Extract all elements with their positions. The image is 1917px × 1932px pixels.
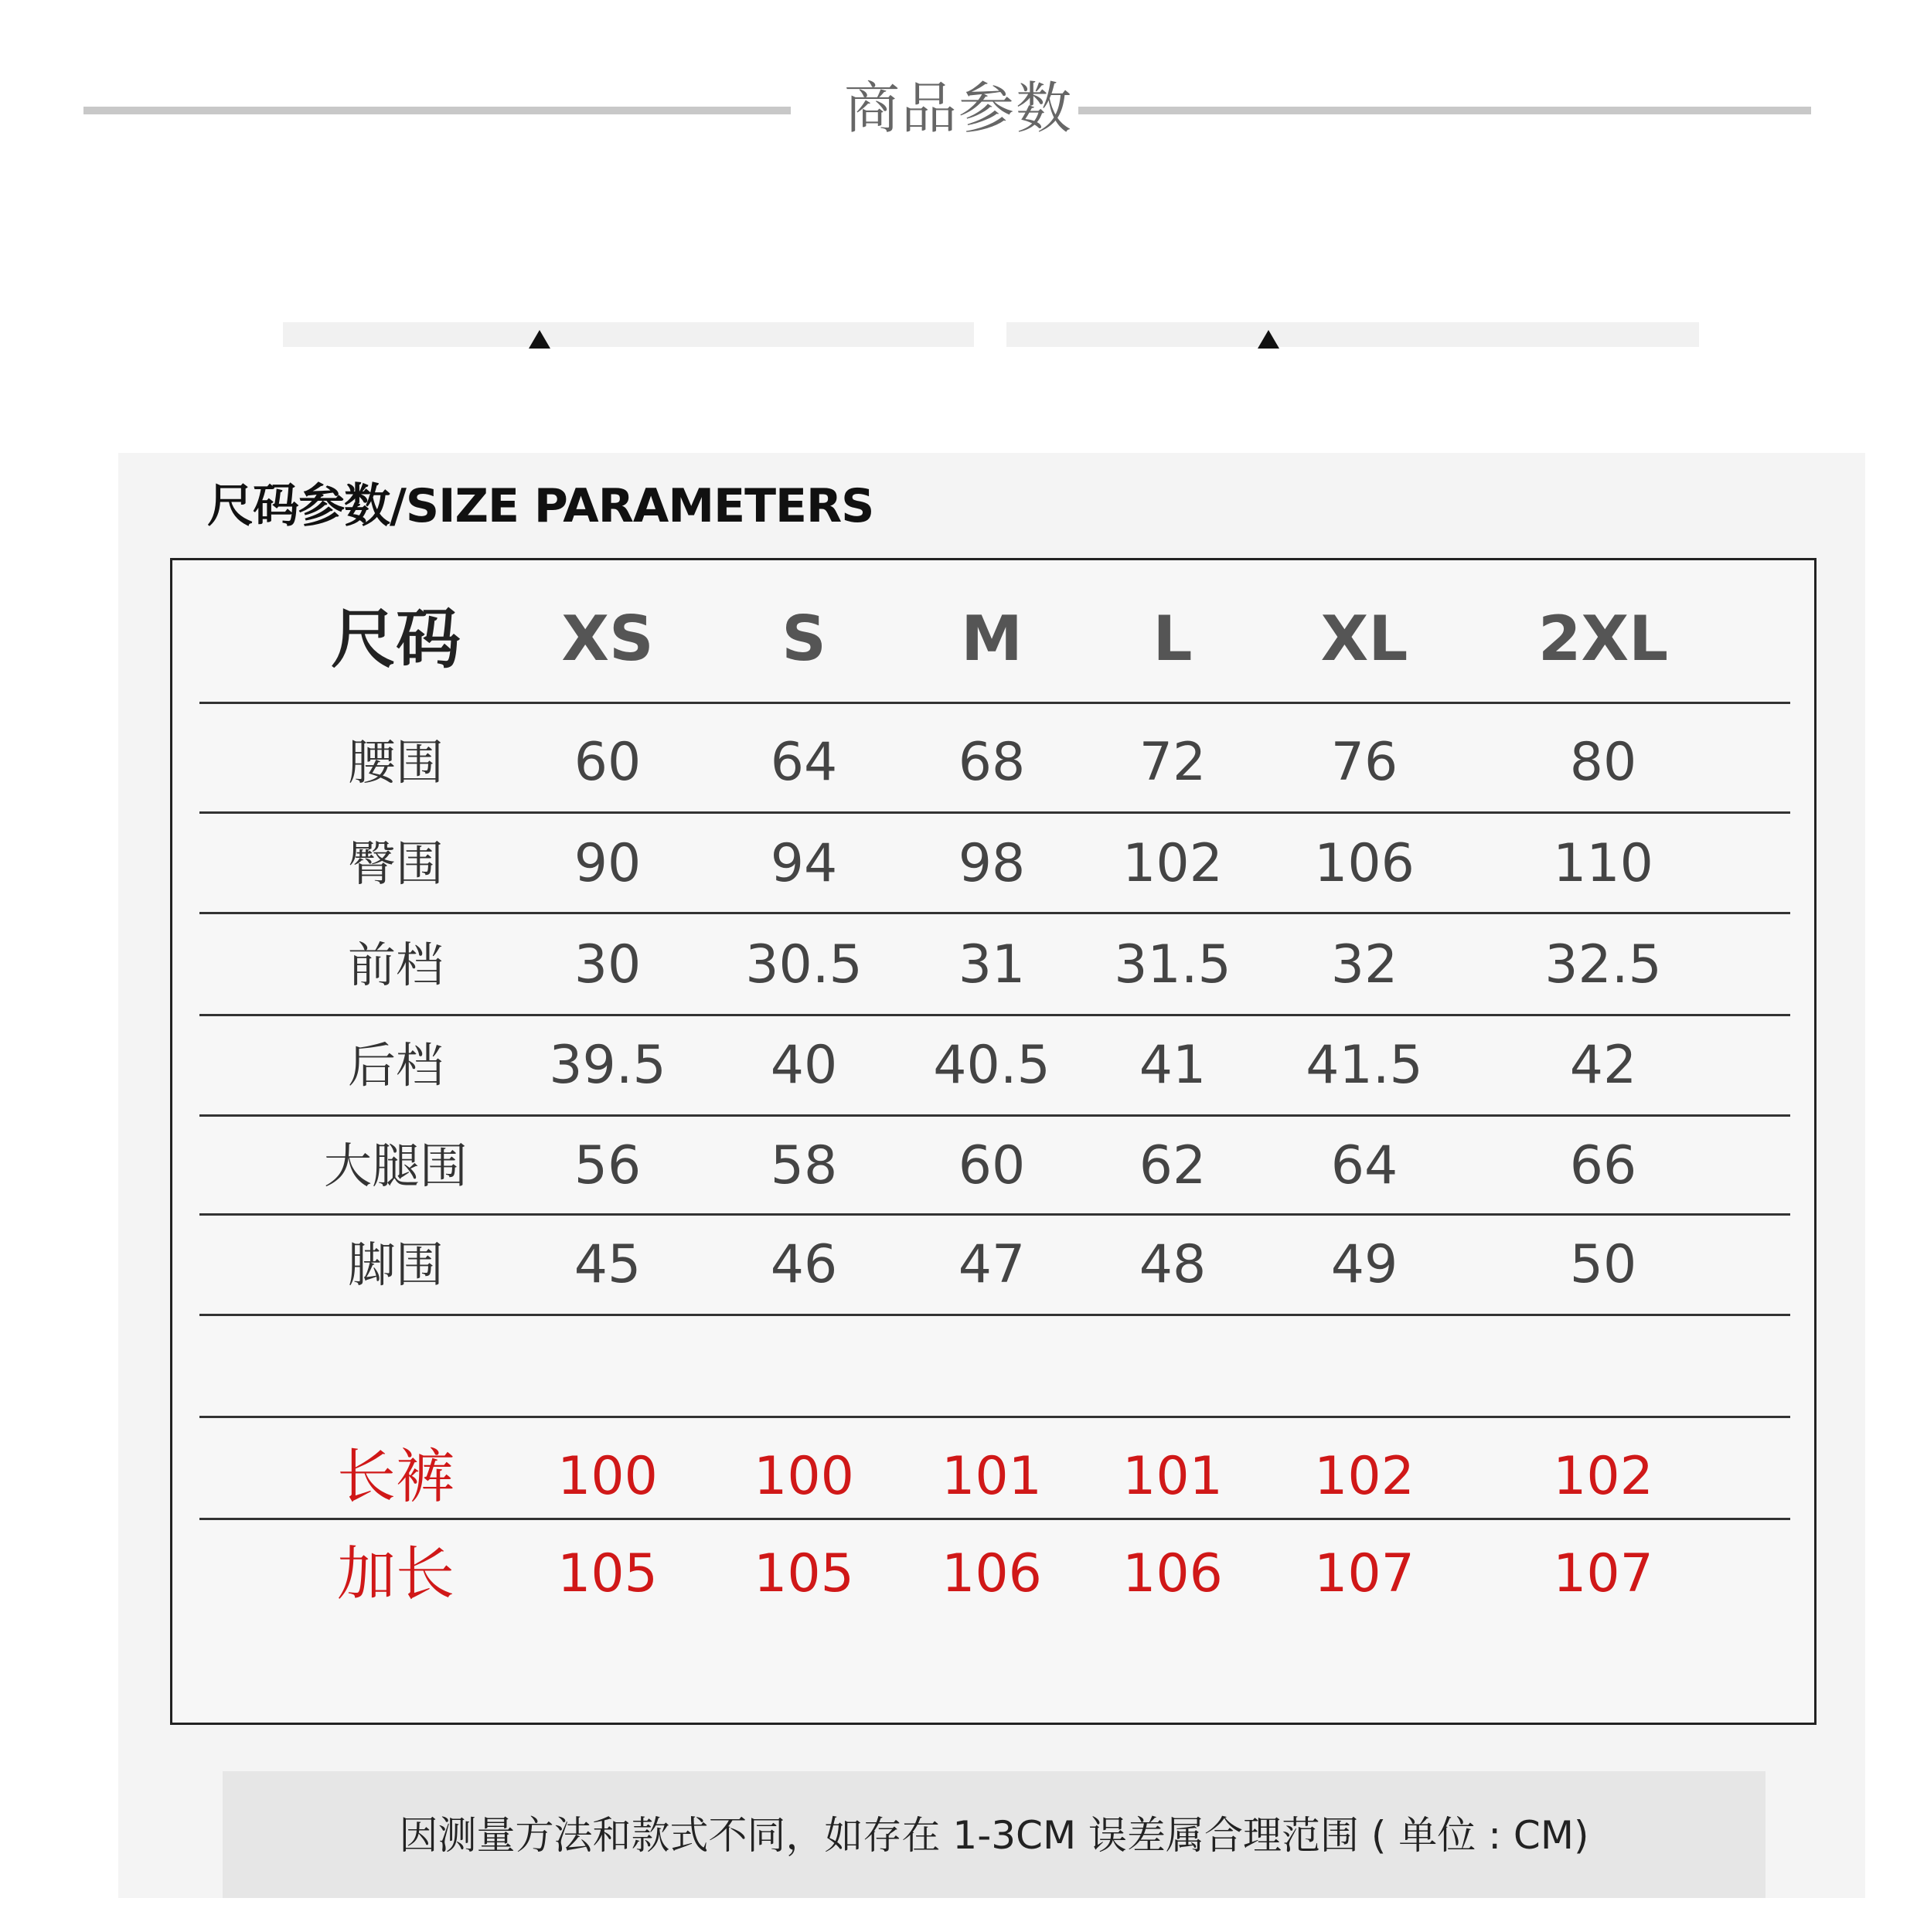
triangle-up-icon xyxy=(1258,330,1279,349)
table-divider xyxy=(199,1114,1790,1117)
table-header-cell: XS xyxy=(561,603,654,675)
table-divider xyxy=(199,1014,1790,1016)
length-cell: 107 xyxy=(1314,1543,1415,1604)
table-cell: 31.5 xyxy=(1114,934,1231,995)
table-header-cell: L xyxy=(1153,603,1193,675)
row-label: 大腿围 xyxy=(323,1138,468,1194)
length-cell: 106 xyxy=(941,1543,1042,1604)
row-label: 后档 xyxy=(347,1037,444,1094)
table-cell: 41 xyxy=(1139,1035,1207,1096)
length-row-label: 长裤 xyxy=(337,1442,455,1511)
table-cell: 30.5 xyxy=(745,934,863,995)
table-cell: 110 xyxy=(1553,833,1653,894)
table-cell: 32 xyxy=(1330,934,1398,995)
table-header-cell: XL xyxy=(1320,603,1408,675)
header-line-left xyxy=(83,107,791,114)
table-cell: 32.5 xyxy=(1544,934,1662,995)
table-cell: 40 xyxy=(770,1035,838,1096)
table-cell: 76 xyxy=(1330,732,1398,793)
table-cell: 102 xyxy=(1122,833,1223,894)
section-title: 尺码参数/SIZE PARAMETERS xyxy=(207,479,874,533)
table-cell: 58 xyxy=(770,1135,838,1196)
table-cell: 98 xyxy=(958,833,1026,894)
table-header-cell: S xyxy=(781,603,826,675)
table-divider xyxy=(199,702,1790,704)
length-cell: 102 xyxy=(1553,1446,1653,1507)
row-label: 腰围 xyxy=(347,734,444,791)
table-cell: 72 xyxy=(1139,732,1207,793)
length-cell: 102 xyxy=(1314,1446,1415,1507)
tab-bar-left[interactable] xyxy=(283,322,974,347)
table-header-cell: 尺码 xyxy=(330,601,461,677)
table-cell: 48 xyxy=(1139,1234,1207,1295)
table-cell: 39.5 xyxy=(549,1035,666,1096)
table-cell: 46 xyxy=(770,1234,838,1295)
length-cell: 101 xyxy=(1122,1446,1223,1507)
length-cell: 100 xyxy=(754,1446,854,1507)
table-cell: 64 xyxy=(770,732,838,793)
tab-bar-right[interactable] xyxy=(1006,322,1699,347)
length-cell: 107 xyxy=(1553,1543,1653,1604)
header-line-right xyxy=(1078,107,1811,114)
table-cell: 66 xyxy=(1569,1135,1637,1196)
table-cell: 49 xyxy=(1330,1234,1398,1295)
length-row-label: 加长 xyxy=(337,1539,455,1608)
table-cell: 62 xyxy=(1139,1135,1207,1196)
table-cell: 50 xyxy=(1569,1234,1637,1295)
table-divider xyxy=(199,1314,1790,1316)
table-cell: 30 xyxy=(574,934,642,995)
table-header-cell: 2XL xyxy=(1537,603,1669,675)
table-divider xyxy=(199,811,1790,814)
table-divider xyxy=(199,1416,1790,1418)
table-divider xyxy=(199,1518,1790,1520)
table-cell: 47 xyxy=(958,1234,1026,1295)
table-cell: 60 xyxy=(574,732,642,793)
table-cell: 56 xyxy=(574,1135,642,1196)
triangle-up-icon xyxy=(529,330,550,349)
table-divider xyxy=(199,912,1790,914)
table-header-cell: M xyxy=(961,603,1023,675)
table-divider xyxy=(199,1213,1790,1216)
length-cell: 105 xyxy=(557,1543,658,1604)
length-cell: 101 xyxy=(941,1446,1042,1507)
table-cell: 31 xyxy=(958,934,1026,995)
length-cell: 105 xyxy=(754,1543,854,1604)
table-cell: 45 xyxy=(574,1234,642,1295)
table-cell: 41.5 xyxy=(1306,1035,1423,1096)
table-cell: 60 xyxy=(958,1135,1026,1196)
row-label: 前档 xyxy=(347,937,444,993)
table-cell: 106 xyxy=(1314,833,1415,894)
measurement-note: 因测量方法和款式不同，如存在 1-3CM 误差属合理范围 ( 单位 : CM) xyxy=(399,1813,1589,1858)
page-title: 商品参数 xyxy=(843,76,1073,141)
table-cell: 64 xyxy=(1330,1135,1398,1196)
table-cell: 68 xyxy=(958,732,1026,793)
length-cell: 100 xyxy=(557,1446,658,1507)
length-cell: 106 xyxy=(1122,1543,1223,1604)
table-cell: 40.5 xyxy=(933,1035,1050,1096)
row-label: 脚围 xyxy=(347,1236,444,1293)
table-cell: 42 xyxy=(1569,1035,1637,1096)
table-cell: 90 xyxy=(574,833,642,894)
row-label: 臀围 xyxy=(347,835,444,892)
table-cell: 94 xyxy=(770,833,838,894)
table-cell: 80 xyxy=(1569,732,1637,793)
